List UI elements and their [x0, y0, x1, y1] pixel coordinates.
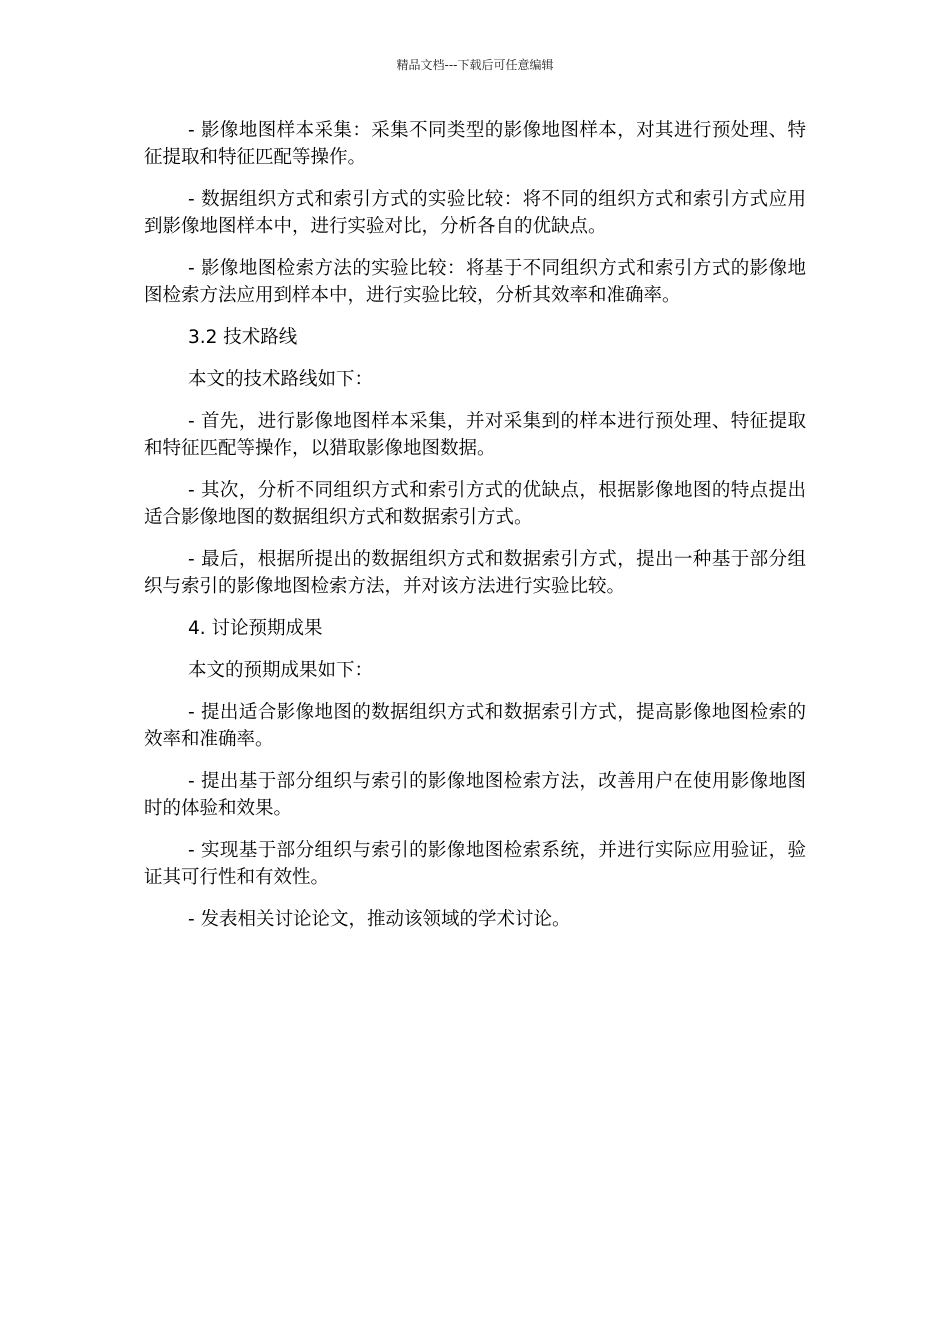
paragraph-expected-results-intro: 本文的预期成果如下： — [188, 660, 374, 681]
paragraph-result-publication: - 发表相关讨论论文，推动该领域的学术讨论。 — [188, 909, 571, 930]
paragraph-retrieval-method-comparison: - 影像地图检索方法的实验比较：将基于不同组织方式和索引方式的影像地图检索方法应用到样本中，进行实验比较，分析其效率和准确率。 — [144, 258, 806, 306]
paragraph-result-system: - 实现基于部分组织与索引的影像地图检索系统，并进行实际应用验证，验证其可行性和有效性。 — [144, 840, 806, 888]
paragraph-result-organization-index: - 提出适合影像地图的数据组织方式和数据索引方式，提高影像地图检索的效率和准确率。 — [144, 702, 806, 750]
paragraph-technical-route-intro: 本文的技术路线如下： — [188, 369, 374, 390]
document-body — [144, 117, 806, 948]
paragraph-organization-index-comparison: - 数据组织方式和索引方式的实验比较：将不同的组织方式和索引方式应用到影像地图样本中，进行实验对比，分析各自的优缺点。 — [144, 189, 806, 237]
paragraph-sample-collection: - 影像地图样本采集：采集不同类型的影像地图样本，对其进行预处理、特征提取和特征匹配等操作。 — [144, 120, 806, 168]
section-heading-technical-route: 3.2 技术路线 — [188, 327, 298, 348]
paragraph-route-first: - 首先，进行影像地图样本采集，并对采集到的样本进行预处理、特征提取和特征匹配等操作，以猎取影像地图数据。 — [144, 411, 806, 459]
section-heading-expected-results: 4. 讨论预期成果 — [188, 618, 323, 639]
paragraph-route-last: - 最后，根据所提出的数据组织方式和数据索引方式，提出一种基于部分组织与索引的影像地图检索方法，并对该方法进行实验比较。 — [144, 549, 806, 597]
paragraph-route-second: - 其次，分析不同组织方式和索引方式的优缺点，根据影像地图的特点提出适合影像地图的数据组织方式和数据索引方式。 — [144, 480, 806, 528]
page-header: 精品文档---下载后可任意编辑 — [396, 58, 554, 72]
paragraph-result-retrieval-method: - 提出基于部分组织与索引的影像地图检索方法，改善用户在使用影像地图时的体验和效果。 — [144, 771, 806, 819]
